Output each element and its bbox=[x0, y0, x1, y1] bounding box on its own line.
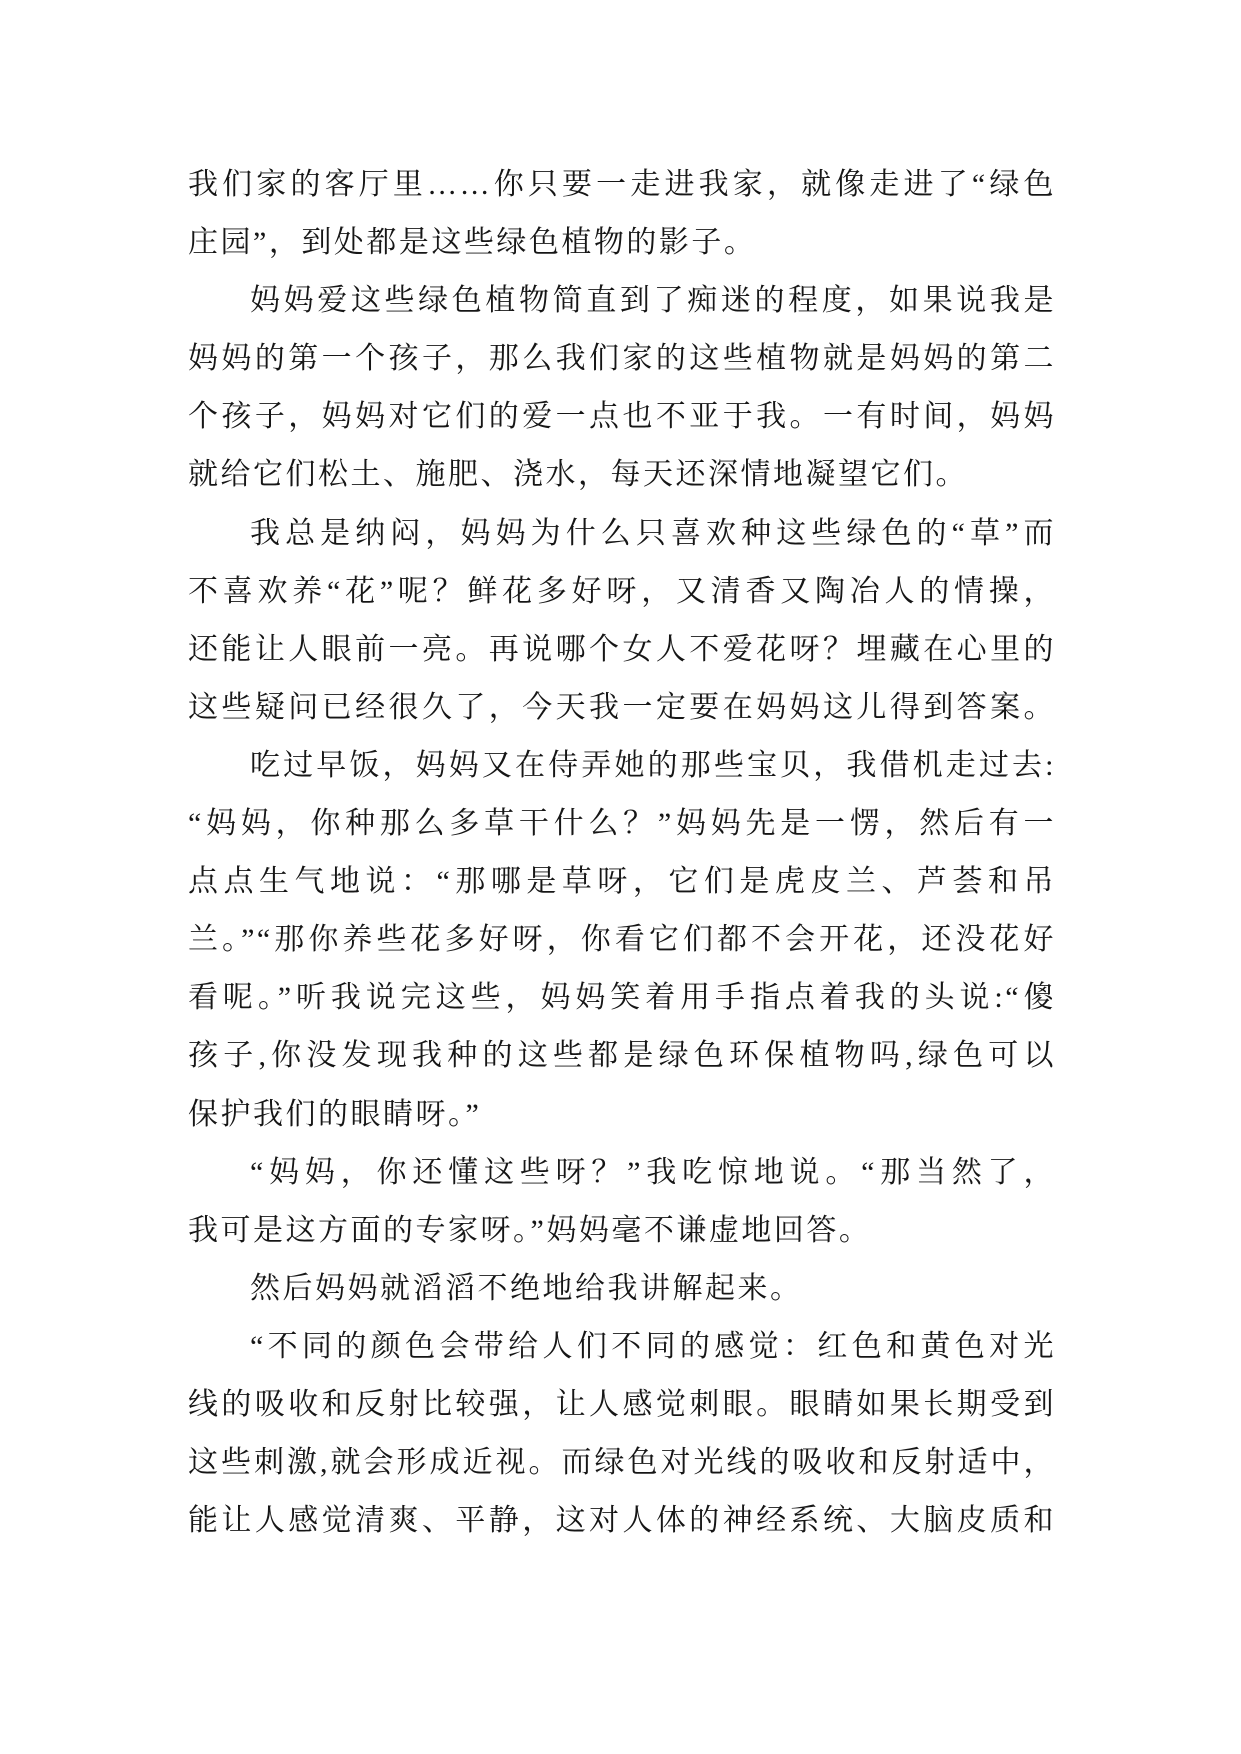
text-line: “不同的颜色会带给人们不同的感觉：红色和黄色对光 bbox=[250, 1329, 1056, 1363]
text-line: 这些疑问已经很久了，今天我一定要在妈妈这儿得到答案。 bbox=[188, 690, 1056, 724]
text-line: 兰。”“那你养些花多好呀，你看它们都不会开花，还没花好 bbox=[188, 923, 1056, 957]
text-line: 吃过早饭，妈妈又在侍弄她的那些宝贝，我借机走过去: bbox=[250, 748, 1056, 782]
text-line: 个孩子，妈妈对它们的爱一点也不亚于我。一有时间，妈妈 bbox=[188, 400, 1056, 434]
text-line: “妈妈，你还懂这些呀？”我吃惊地说。“那当然了， bbox=[250, 1155, 1056, 1189]
text-line: 保护我们的眼睛呀。” bbox=[188, 1097, 482, 1131]
text-line: “妈妈，你种那么多草干什么？”妈妈先是一愣，然后有一 bbox=[188, 807, 1056, 841]
text-line: 能让人感觉清爽、平静，这对人体的神经系统、大脑皮质和 bbox=[188, 1504, 1056, 1538]
text-line: 妈妈的第一个孩子，那么我们家的这些植物就是妈妈的第二 bbox=[188, 342, 1056, 376]
text-line: 还能让人眼前一亮。再说哪个女人不爱花呀？埋藏在心里的 bbox=[188, 632, 1056, 666]
text-line: 线的吸收和反射比较强，让人感觉刺眼。眼睛如果长期受到 bbox=[188, 1387, 1056, 1421]
text-block bbox=[188, 156, 1056, 1550]
text-line: 我们家的客厅里……你只要一走进我家，就像走进了“绿色 bbox=[188, 168, 1056, 201]
text-line: 然后妈妈就滔滔不绝地给我讲解起来。 bbox=[250, 1271, 803, 1305]
text-line: 点点生气地说：“那哪是草呀，它们是虎皮兰、芦荟和吊 bbox=[188, 865, 1056, 899]
text-line: 就给它们松土、施肥、浇水，每天还深情地凝望它们。 bbox=[188, 458, 968, 492]
text-line: 这些刺激,就会形成近视。而绿色对光线的吸收和反射适中， bbox=[188, 1446, 1056, 1480]
text-line: 妈妈爱这些绿色植物简直到了痴迷的程度，如果说我是 bbox=[250, 284, 1056, 318]
text-line: 庄园”，到处都是这些绿色植物的影子。 bbox=[188, 226, 757, 260]
text-line: 孩子,你没发现我种的这些都是绿色环保植物吗,绿色可以 bbox=[188, 1039, 1056, 1073]
text-line: 看呢。”听我说完这些，妈妈笑着用手指点着我的头说:“傻 bbox=[188, 981, 1056, 1015]
text-line: 不喜欢养“花”呢？鲜花多好呀，又清香又陶冶人的情操， bbox=[188, 574, 1056, 608]
text-line: 我可是这方面的专家呀。”妈妈毫不谦虚地回答。 bbox=[188, 1213, 872, 1247]
text-line: 我总是纳闷，妈妈为什么只喜欢种这些绿色的“草”而 bbox=[250, 516, 1056, 550]
